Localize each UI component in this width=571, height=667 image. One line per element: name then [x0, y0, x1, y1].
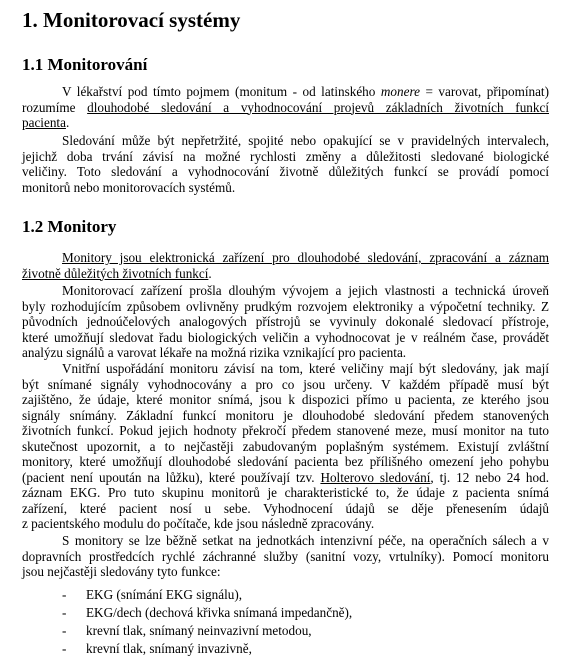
paragraph-sledovani [22, 133, 549, 195]
section-heading-monitorovani: 1.1 Monitorování [22, 55, 148, 74]
text-line: Monitory jsou elektronická zařízení pro dlouhodobé sledování, zpracování a záznam [62, 250, 549, 265]
list-item: - EKG/dech (dechová křivka snímaná impedančně), [62, 605, 353, 620]
underlined-holter: Holterovo sledování [320, 469, 431, 485]
text-line: záznam EKG. Pro tuto skupinu monitorů je charakteristické to, že údaje z pacienta snímá [22, 485, 549, 500]
text-line: které umožňují sledovat řadu biologických veličin a vyhodnocovat je v reálném čase, provádět [22, 329, 549, 345]
text-line: být snímané signály vyhodnocovány a pro co jsou určeny. V každém případě musí být [22, 376, 549, 392]
text-line: jejichž doba trvání závisí na možné rychlosti změny a důležitosti sledované biologické [22, 148, 549, 164]
text-line: Monitorovací zařízení prošla dlouhým vývojem a jejich vlastnosti a technická úroveň [62, 283, 549, 298]
chapter-heading: 1. Monitorovací systémy [22, 8, 241, 32]
text-line: rozumíme dlouhodobé sledování a vyhodnocování projevů základních životních funkcí [22, 99, 549, 115]
section-heading-monitory: 1.2 Monitory [22, 217, 117, 236]
text-line: životně důležitých životních funkcí. [22, 265, 212, 281]
text-line: monitorů nebo monitorovacích systémů. [22, 179, 236, 195]
list-item: - EKG (snímání EKG signálu), [62, 587, 243, 602]
text-line: monitory, které umožňují dlouhodobé sledování pacienta bez přílišného omezení jeho pohybu [22, 454, 549, 469]
text-line: V lékařství pod tímto pojmem (monitum - od latinského monere = varovat, připomínat) [62, 84, 549, 99]
paragraph-definition [22, 84, 549, 131]
text-line: (pacient není upoután na lůžku), které používají tzv. Holterovo sledování, tj. 12 nebo 24 hod. [22, 469, 549, 485]
text-line: životních funkcí. Pokud jejich hodnoty překročí předem stanovené meze, musí monitor na tuto [22, 423, 549, 438]
text-line: pacienta. [22, 115, 70, 130]
paragraph-monitory-definition [22, 250, 549, 281]
text-line: zařízení, které pacient nosí u sebe. Vyhodnocení údajů se děje přenesením údajů [22, 500, 549, 516]
text-line: původních jednoúčelových analogových přístrojů se vyvinuly dokonalé sledovací přístroje, [22, 314, 549, 329]
text-line: veličiny. Toto sledování a vyhodnocování životně důležitých funkcí se provádí pomocí [22, 164, 549, 179]
text-line: dopravních prostředcích rychlé záchranné služby (sanitní vozy, vrtulníky). Pomocí monitoru [22, 548, 549, 564]
paragraph-vyvoj [22, 283, 549, 361]
text-line: skutečnost upozornit, a to nejčastěji zabudovaným poplašným systémem. Existují zvláštní [22, 438, 549, 454]
text-line: byly rozhodujícím způsobem ovlivněny prudkým rozvojem elektroniky a výpočetní techniky. Z [22, 298, 549, 314]
text-line: z pacientského modulu do počítače, kde jsou následně zpracovány. [22, 516, 375, 531]
dash-bullet: - [62, 623, 67, 638]
text-line: Vnitřní uspořádání monitoru závisí na tom, které veličiny mají být sledovány, jak mají [62, 361, 549, 376]
text-line: Sledování může být nepřetržité, spojité nebo opakující se v pravidelných intervalech, [62, 133, 549, 148]
dash-bullet: - [62, 641, 67, 656]
text-line: jsou nejčastěji sledovány tyto funkce: [22, 564, 221, 579]
text-line: signály snímány. Základní funkcí monitoru je dlouhodobé sledování předem stanovených [22, 407, 549, 423]
text-line: S monitory se lze běžně setkat na jednotkách intenzivní péče, na operačních sálech a v [62, 533, 549, 548]
function-list [62, 586, 352, 658]
dash-bullet: - [62, 587, 67, 602]
text-line: zajištěno, že údaje, které monitor snímá, jsou k dispozici přímo u pacienta, ze kterého jsou [22, 392, 549, 407]
paragraph-pouziti [22, 533, 549, 580]
underlined-definition: dlouhodobé sledování a vyhodnocování projevů základních životních funkcí [87, 99, 549, 115]
list-item: - krevní tlak, snímaný invazivně, [62, 641, 252, 656]
dash-bullet: - [62, 605, 67, 620]
text-line: analýzu signálů a varovat lékaře na možná rizika vznikající pro pacienta. [22, 345, 407, 360]
list-item: - krevní tlak, snímaný neinvazivní metodou, [62, 623, 312, 638]
paragraph-usporadani [22, 361, 549, 532]
